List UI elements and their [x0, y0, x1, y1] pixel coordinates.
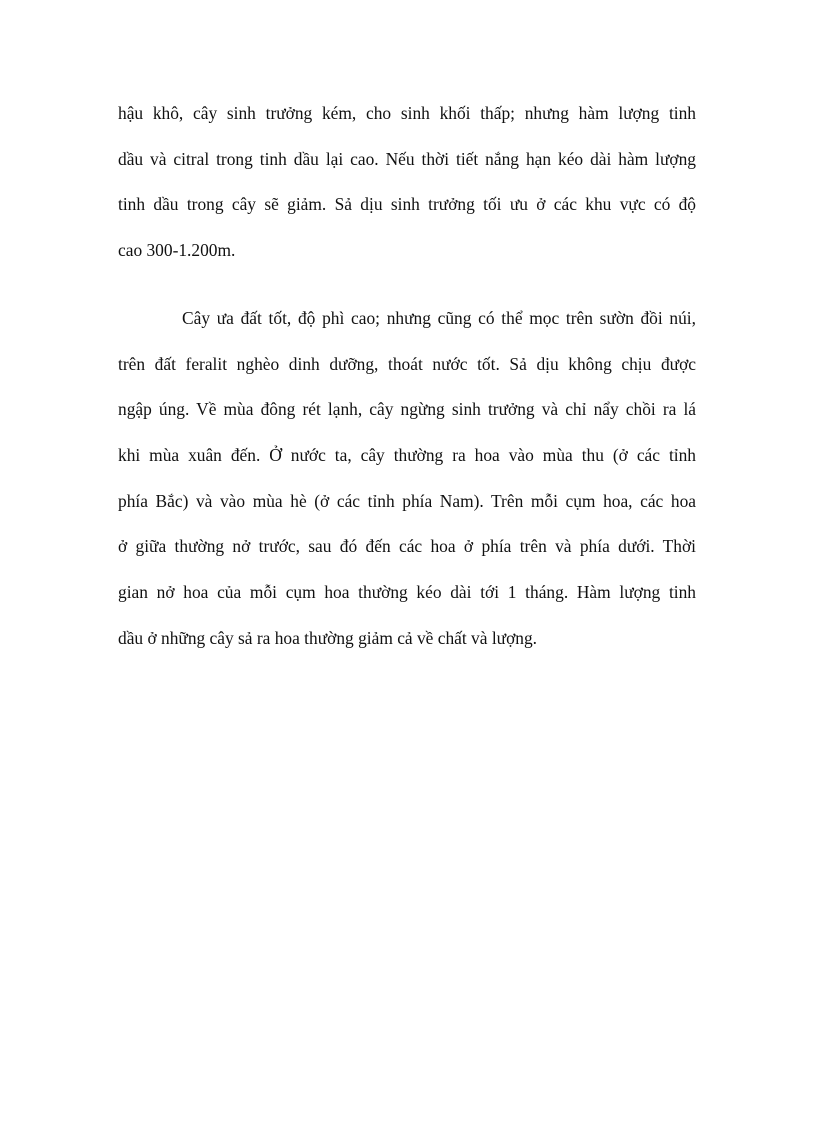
- paragraph-2: [118, 296, 696, 662]
- paragraph-2-line-1: Cây ưa đất tốt, độ phì cao; nhưng cũng có thể mọc trên sườn đồi núi,: [182, 308, 696, 328]
- paragraph-2-line-2: trên đất feralit nghèo dinh dưỡng, thoát nước tốt. Sả dịu không chịu được: [118, 353, 696, 374]
- paragraph-1-line-3: tinh dầu trong cây sẽ giảm. Sả dịu sinh trưởng tối ưu ở các khu vực có độ: [118, 194, 696, 215]
- paragraph-1-line-1: hậu khô, cây sinh trưởng kém, cho sinh khối thấp; nhưng hàm lượng tinh: [118, 103, 696, 123]
- paragraph-1-line-4: cao 300-1.200m.: [118, 240, 236, 261]
- paragraph-2-line-5: phía Bắc) và vào mùa hè (ở các tỉnh phía Nam). Trên mỗi cụm hoa, các hoa: [118, 490, 696, 511]
- paragraph-1: [118, 91, 696, 274]
- paragraph-2-line-3: ngập úng. Về mùa đông rét lạnh, cây ngừng sinh trưởng và chỉ nẩy chồi ra lá: [118, 399, 696, 420]
- paragraph-2-line-6: ở giữa thường nở trước, sau đó đến các hoa ở phía trên và phía dưới. Thời: [118, 536, 696, 557]
- paragraph-2-line-4: khi mùa xuân đến. Ở nước ta, cây thường ra hoa vào mùa thu (ở các tỉnh: [118, 445, 696, 466]
- paragraph-2-line-7: gian nở hoa của mỗi cụm hoa thường kéo dài tới 1 tháng. Hàm lượng tinh: [118, 582, 696, 603]
- paragraph-1-line-2: dầu và citral trong tinh dầu lại cao. Nếu thời tiết nắng hạn kéo dài hàm lượng: [118, 148, 696, 169]
- paragraph-2-line-8: dầu ở những cây sả ra hoa thường giảm cả về chất và lượng.: [118, 627, 538, 648]
